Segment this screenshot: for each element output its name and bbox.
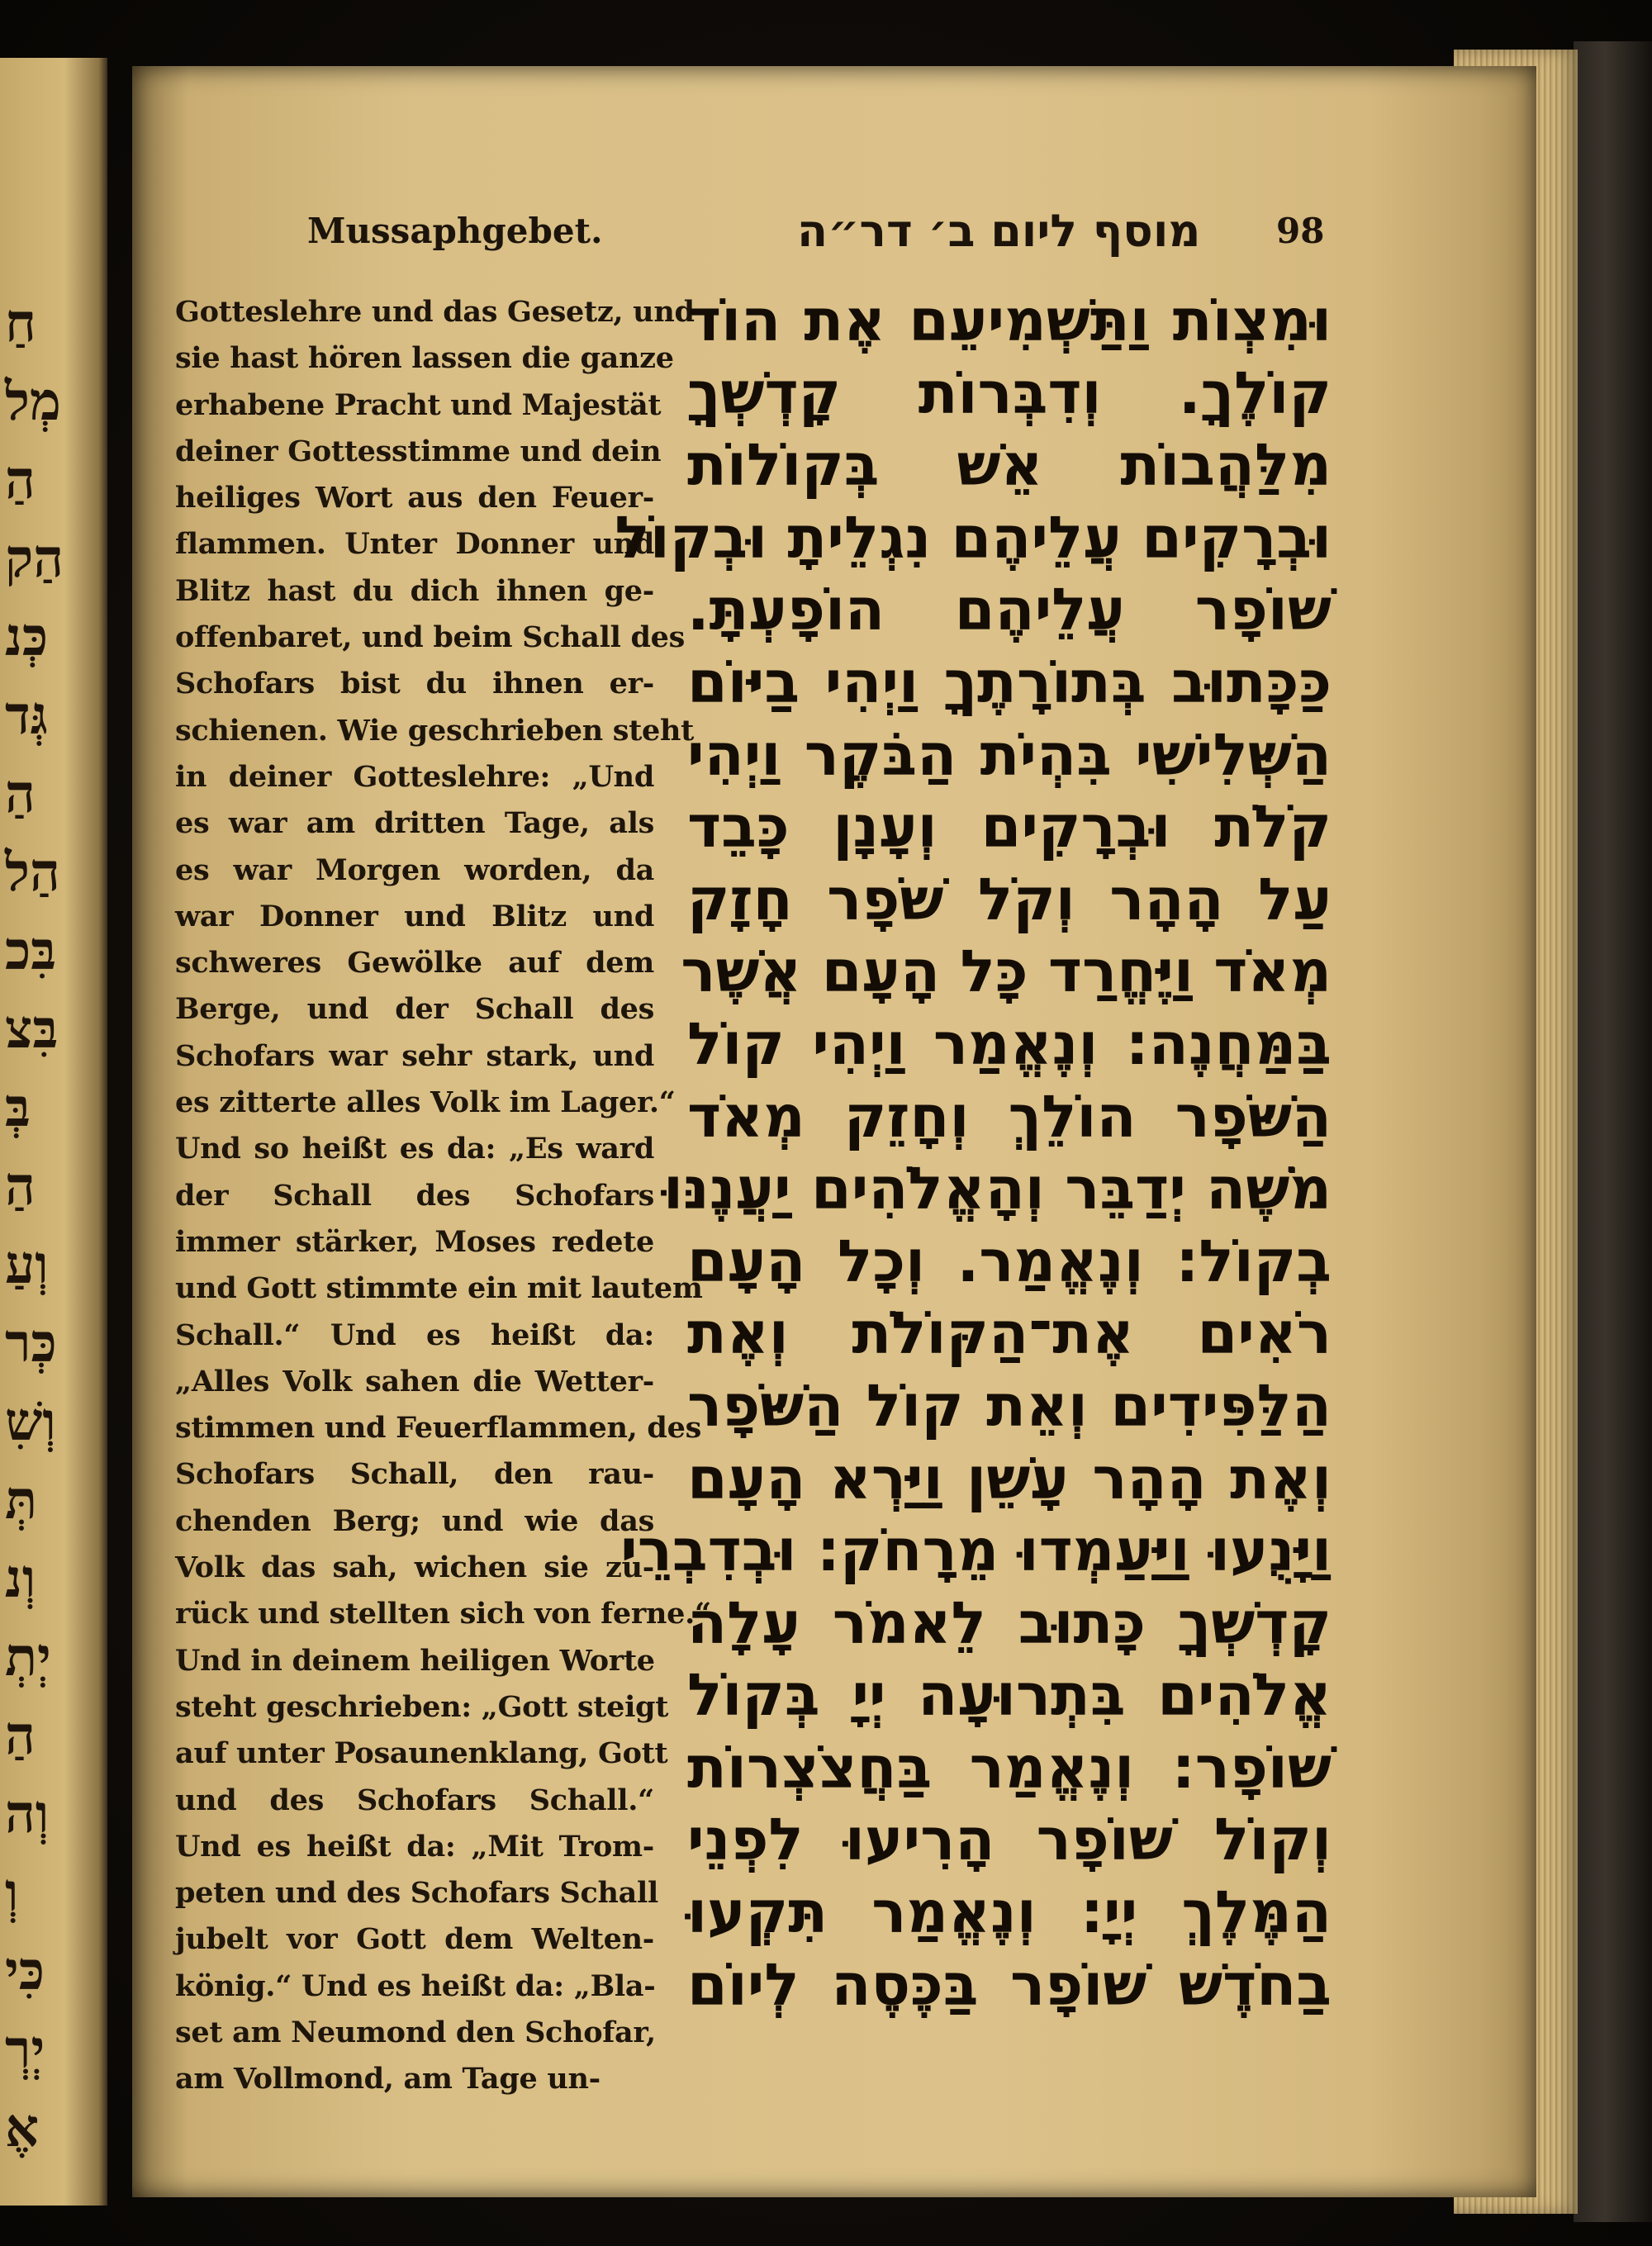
hebrew-text-line: אֱלֹהִים בִּתְרוּעָה יְיָ בְּקוֹל bbox=[687, 1661, 1332, 1730]
german-text-line: auf unter Posaunenklang, Gott bbox=[175, 1736, 668, 1771]
german-text-line: sie hast hören lassen die ganze bbox=[175, 341, 674, 376]
german-translation-column bbox=[175, 289, 711, 2103]
page-number: 98 bbox=[1276, 211, 1325, 251]
german-text-line: es war am dritten Tage, als bbox=[175, 806, 654, 841]
german-text-line: schienen. Wie geschrieben steht bbox=[175, 713, 695, 748]
hebrew-text-line: שׁוֹפָר: וְנֶאֱמַר בַּחֲצֹצְרוֹת bbox=[687, 1733, 1332, 1802]
previous-page-text-fragment: וְעַ bbox=[5, 1234, 49, 1296]
previous-page-text-fragment: הַ bbox=[5, 763, 36, 825]
hebrew-text-line: וְקוֹל שׁוֹפָר הָרִיעוּ לִפְנֵי bbox=[687, 1806, 1332, 1874]
hebrew-text-line: הַשֹּׁפָר הוֹלֵךְ וְחָזֵק מְאֹד bbox=[687, 1082, 1332, 1151]
hebrew-text-line: בַחֹדֶשׁ שׁוֹפָר בַּכֶּסֶה לְיוֹם bbox=[687, 1950, 1332, 2019]
previous-page-text-fragment: וְה bbox=[5, 1783, 50, 1845]
previous-page-text-fragment: וְ bbox=[5, 1862, 19, 1924]
german-text-line: in deiner Gotteslehre: „Und bbox=[175, 759, 654, 794]
hebrew-text-line: קוֹלֶךָ. וְדִבְּרוֹת קָדְשְׁךָ bbox=[687, 359, 1332, 427]
german-text-line: es zitterte alles Volk im Lager.“ bbox=[175, 1085, 676, 1120]
hebrew-text-line: שׁוֹפָר עֲלֵיהֶם הוֹפָעְתָּ. bbox=[687, 576, 1332, 644]
german-text-line: chenden Berg; und wie das bbox=[175, 1503, 654, 1538]
book-cover-edge bbox=[1574, 41, 1652, 2222]
german-text-line: Schall.“ Und es heißt da: bbox=[175, 1318, 654, 1352]
german-text-line: steht geschrieben: „Gott steigt bbox=[175, 1689, 669, 1724]
hebrew-text-line: הַשְּׁלִישִׁי בִּהְיֹת הַבֹּקֶר וַיְהִי bbox=[687, 720, 1332, 789]
german-text-line: immer stärker, Moses redete bbox=[175, 1224, 654, 1259]
previous-page-text-fragment: כִּי bbox=[5, 1940, 45, 2002]
previous-page-text-fragment: הַ bbox=[5, 449, 36, 511]
german-text-line: rück und stellten sich von ferne.“ bbox=[175, 1597, 711, 1631]
german-text-line: heiliges Wort aus den Feuer- bbox=[175, 481, 654, 515]
german-text-line: und Gott stimmte ein mit lautem bbox=[175, 1271, 703, 1306]
hebrew-text-line: עַל הָהָר וְקֹל שֹׁפָר חָזָק bbox=[687, 865, 1332, 933]
previous-page-text-fragment: אֶ bbox=[5, 2097, 40, 2159]
previous-page-text-fragment: כְּר bbox=[5, 1313, 57, 1375]
german-text-line: es war Morgen worden, da bbox=[175, 852, 654, 887]
german-running-header: Mussaphgebet. bbox=[307, 211, 603, 251]
hebrew-running-header: מוסף ליום ב׳ דר״ה bbox=[797, 205, 1201, 257]
previous-page-text-fragment: יְרְ bbox=[5, 2019, 45, 2081]
hebrew-text-line: הַלַּפִּידִים וְאֵת קוֹל הַשֹּׁפָר bbox=[687, 1371, 1332, 1440]
previous-page-text-fragment: הַל bbox=[5, 842, 60, 904]
previous-page-text-fragment: הַ bbox=[5, 1705, 36, 1767]
german-text-line: peten und des Schofars Schall bbox=[175, 1876, 659, 1911]
german-text-line: am Vollmond, am Tage un- bbox=[175, 2062, 601, 2096]
german-text-line: deiner Gottesstimme und dein bbox=[175, 434, 662, 468]
hebrew-text-line: בְקוֹל: וְנֶאֱמַר. וְכָל הָעָם bbox=[687, 1227, 1332, 1295]
hebrew-text-line: רֹאִים אֶת־הַקּוֹלֹת וְאֶת bbox=[687, 1299, 1332, 1368]
german-text-line: Volk das sah, wichen sie zu- bbox=[175, 1550, 654, 1585]
hebrew-text-line: וּבְרָקִים עֲלֵיהֶם נִגְלֵיתָ וּבְקוֹל bbox=[615, 503, 1332, 572]
previous-page-text-fragment: בְּ bbox=[5, 1077, 31, 1139]
german-text-line: könig.“ Und es heißt da: „Bla- bbox=[175, 1968, 656, 2003]
hebrew-text-line: וּמִצְוֹת וַתַּשְׁמִיעֵם אֶת הוֹד bbox=[687, 287, 1332, 354]
german-text-line: Und es heißt da: „Mit Trom- bbox=[175, 1829, 654, 1864]
german-text-line: schweres Gewölke auf dem bbox=[175, 946, 654, 981]
german-text-line: Und in deinem heiligen Worte bbox=[175, 1643, 655, 1678]
previous-page-text-fragment: בִּכ bbox=[5, 920, 57, 982]
previous-page-text-fragment: בִּצ bbox=[5, 999, 59, 1061]
previous-page-text-fragment: וְנ bbox=[5, 1548, 36, 1610]
german-text-line: Blitz hast du dich ihnen ge- bbox=[175, 573, 654, 608]
previous-page-text-fragment: גְּד bbox=[5, 685, 48, 747]
hebrew-text-line: מְאֹד וַיֶּחֱרַד כָּל הָעָם אֲשֶׁר bbox=[681, 938, 1332, 1006]
german-text-line: der Schall des Schofars bbox=[175, 1178, 654, 1213]
hebrew-text-line: בַּמַּחֲנֶה: וְנֶאֱמַר וַיְהִי קוֹל bbox=[687, 1009, 1332, 1078]
german-text-line: Gotteslehre und das Gesetz, und bbox=[175, 295, 695, 329]
previous-page-text-fragment: מְל bbox=[5, 371, 61, 433]
german-text-line: Und so heißt es da: „Es ward bbox=[175, 1132, 654, 1166]
previous-page-text-fragment: כְּנ bbox=[5, 606, 49, 668]
german-text-line: und des Schofars Schall.“ bbox=[175, 1783, 654, 1817]
german-text-line: jubelt vor Gott dem Welten- bbox=[175, 1922, 654, 1957]
german-text-line: Schofars Schall, den rau- bbox=[175, 1457, 654, 1492]
hebrew-text-line: קֹלֹת וּבְרָקִים וְעָנָן כָּבֵד bbox=[687, 793, 1332, 862]
previous-page-text-fragment: תְּ bbox=[5, 1470, 38, 1531]
german-text-line: offenbaret, und beim Schall des bbox=[175, 620, 686, 655]
hebrew-text-line: מִלַּהֲבוֹת אֵשׁ בְּקוֹלוֹת bbox=[687, 431, 1332, 500]
previous-page-text-fragment: וְשִׁ bbox=[5, 1391, 56, 1453]
previous-page-text-fragment: הַק bbox=[5, 528, 64, 590]
hebrew-text-line: וְאֶת הָהָר עָשֵׁן וַיַּרְא הָעָם bbox=[687, 1444, 1332, 1512]
hebrew-text-line: הַמֶּלֶךְ יְיָ: וְנֶאֱמַר תִּקְעוּ bbox=[687, 1878, 1332, 1947]
hebrew-text-line: קָדְשְׁךָ כָּתוּב לֵאמֹר עָלָה bbox=[687, 1588, 1332, 1657]
german-text-line: Schofars war sehr stark, und bbox=[175, 1038, 654, 1073]
german-text-line: war Donner und Blitz und bbox=[175, 899, 654, 933]
german-text-line: set am Neumond den Schofar, bbox=[175, 2015, 656, 2049]
german-text-line: stimmen und Feuerflammen, des bbox=[175, 1411, 701, 1446]
german-text-line: Schofars bist du ihnen er- bbox=[175, 667, 654, 701]
german-text-line: flammen. Unter Donner und bbox=[175, 527, 654, 562]
previous-page-edge bbox=[0, 58, 107, 2206]
german-text-line: erhabene Pracht und Majestät bbox=[175, 387, 662, 422]
previous-page-text-fragment: חַ bbox=[5, 292, 36, 354]
hebrew-text-line: כַּכָּתוּב בְּתוֹרָתֶךָ וַיְהִי בַיּוֹם bbox=[687, 648, 1332, 716]
previous-page-text-fragment: הַ bbox=[5, 1156, 36, 1218]
hebrew-text-column bbox=[615, 285, 1332, 2021]
german-text-line: „Alles Volk sahen die Wetter- bbox=[175, 1364, 654, 1398]
hebrew-text-line: וַיָּנֻעוּ וַיַּעַמְדוּ מֵרָחֹק: וּבְדִבְרֵי bbox=[620, 1517, 1332, 1585]
previous-page-text-fragment: יְתְ bbox=[5, 1626, 51, 1688]
hebrew-text-line: מֹשֶׁה יְדַבֵּר וְהָאֱלֹהִים יַעֲנֶנּוּ bbox=[663, 1155, 1332, 1223]
german-text-line: Berge, und der Schall des bbox=[175, 992, 654, 1027]
